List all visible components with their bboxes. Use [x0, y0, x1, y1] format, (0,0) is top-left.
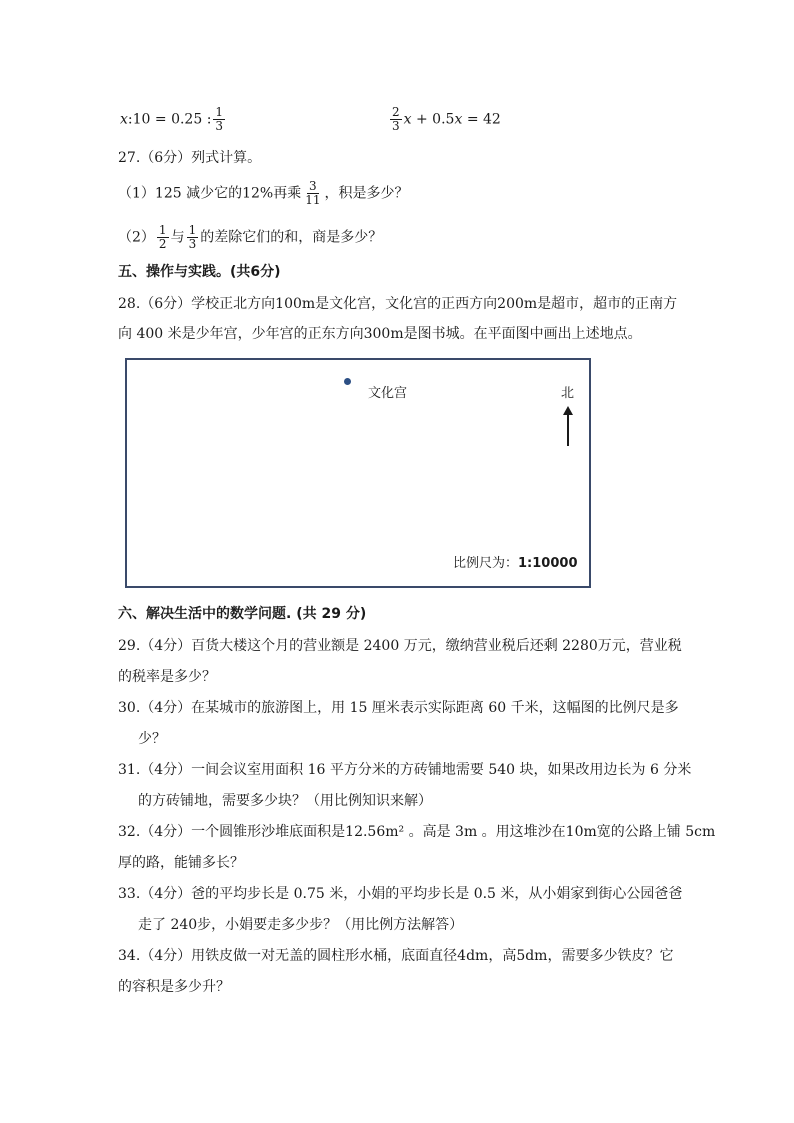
q27-p2-fraction-2: $\frac{1}{3}$: [188, 223, 197, 251]
cultural-palace-label: 文化宫: [368, 386, 408, 401]
q27-p1-fraction: $\frac{3}{11}$: [305, 179, 321, 207]
cultural-palace-marker: [344, 378, 351, 385]
north-arrow-shaft: [567, 414, 569, 446]
q27-title: 27.（6分）列式计算。: [118, 150, 262, 166]
eq2-variable-2: x: [454, 111, 463, 128]
section-6-heading: 六、解决生活中的数学问题. (共 29 分): [118, 606, 367, 622]
north-label: 北: [561, 386, 575, 401]
q30-line-2: 少？: [138, 731, 166, 747]
scale-text: 比例尺为：1:10000: [453, 556, 578, 571]
q28-line-2: 向 400 米是少年宫，少年宫的正东方向300m是图书城。在平面图中画出上述地点。: [118, 326, 642, 342]
eq1-text: :10 = 0.25 :: [127, 111, 212, 128]
equation-1: [120, 106, 227, 133]
q32-line-2: 厚的路，能铺多长？: [118, 855, 244, 871]
q29-line-1: 29.（4分）百货大楼这个月的营业额是 2400 万元，缴纳营业税后还剩 2280万元，营业税: [118, 638, 682, 654]
eq2-variable: x: [403, 111, 412, 128]
q27-part2: （2） $\frac{1}{2}$ 与 $\frac{1}{3}$ 的差除它们的和，商是多少？: [118, 223, 383, 251]
q31-line-2: 的方砖铺地，需要多少块？（用比例知识来解）: [138, 793, 432, 809]
q29-line-2: 的税率是多少？: [118, 669, 216, 685]
q30-line-1: 30.（4分）在某城市的旅游图上，用 15 厘米表示实际距离 60 千米，这幅图的比例尺是多: [118, 700, 679, 716]
eq2-fraction: $\frac{2}{3}$: [392, 105, 400, 133]
q27-part1: （1）125 减少它的12%再乘 $\frac{3}{11}$ ，积是多少？: [118, 179, 409, 207]
q34-line-1: 34.（4分）用铁皮做一对无盖的圆柱形水桶，底面直径4dm，高5dm，需要多少铁皮？它: [118, 948, 674, 964]
eq2-text: + 0.5: [416, 111, 455, 128]
eq2-rhs: = 42: [466, 111, 501, 128]
map-canvas[interactable]: [125, 358, 591, 588]
q27-p2-fraction-1: $\frac{1}{2}$: [158, 223, 167, 251]
eq1-variable: x: [120, 111, 128, 128]
eq1-fraction: $\frac{1}{3}$: [215, 105, 224, 133]
q28-line-1: 28.（6分）学校正北方向100m是文化宫，文化宫的正西方向200m是超市，超市的正南方: [118, 296, 678, 312]
q32-line-1: 32.（4分）一个圆锥形沙堆底面积是12.56m² 。高是 3m 。用这堆沙在10m宽的公路上铺 5cm: [118, 824, 716, 840]
q33-line-2: 走了 240步，小娟要走多少步？（用比例方法解答）: [138, 917, 464, 933]
q33-line-1: 33.（4分）爸的平均步长是 0.75 米，小娟的平均步长是 0.5 米，从小娟家到街心公园爸爸: [118, 886, 683, 902]
equation-2: [388, 106, 501, 133]
q31-line-1: 31.（4分）一间会议室用面积 16 平方分米的方砖铺地需要 540 块，如果改用边长为 6 分米: [118, 762, 692, 778]
q34-line-2: 的容积是多少升？: [118, 979, 230, 995]
section-5-heading: 五、操作与实践。(共6分): [118, 264, 281, 280]
